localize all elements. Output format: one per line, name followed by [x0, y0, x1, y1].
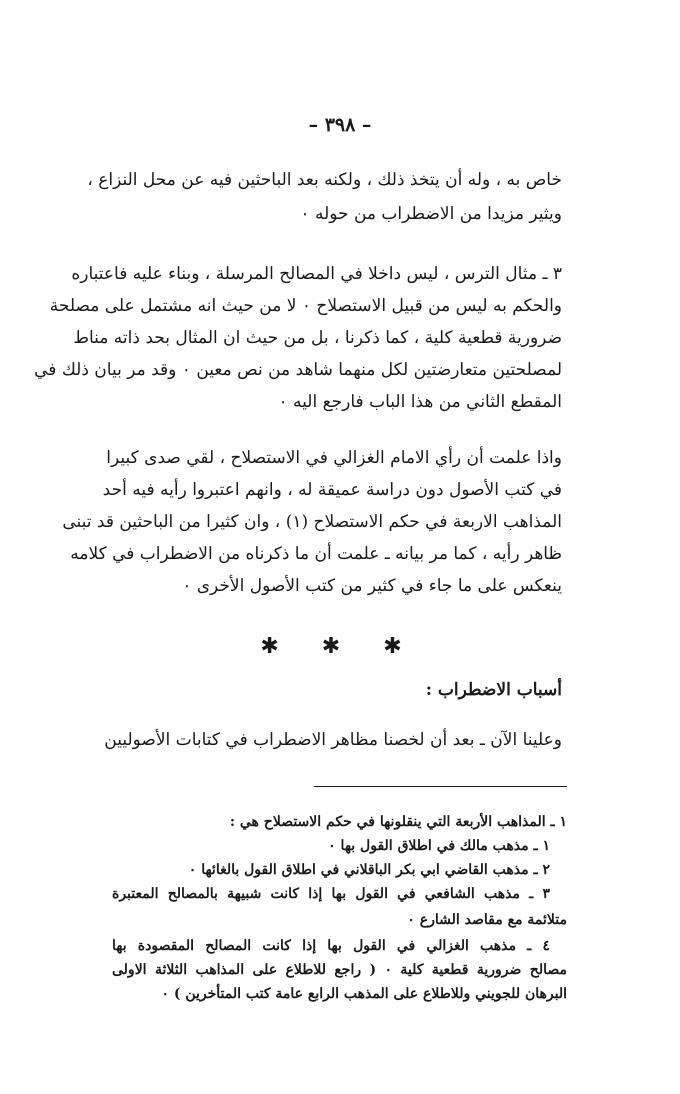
paragraph2-line-5: المقطع الثاني من هذا الباب فارجع اليه ٠ — [278, 392, 562, 412]
paragraph4-line-1: وعلينا الآن ـ بعد أن لخصنا مظاهر الاضطراب في كتابات الأصوليين — [104, 730, 562, 750]
footnote-intro: ١ ـ المذاهب الأربعة التي ينقلونها في حكم الاستصلاح هي : — [229, 814, 567, 830]
section-heading: أسباب الاضطراب : — [425, 680, 562, 700]
paragraph2-line-3: ضرورية قطعية كلية ، كما ذكرنا ، بل من حيث ان المثال بحد ذاته مناط — [73, 328, 562, 348]
footnote-item: ١ ـ مذهب مالك في اطلاق القول بها ٠ — [328, 838, 550, 854]
paragraph3-line-1: واذا علمت أن رأي الامام الغزالي في الاستصلاح ، لقي صدى كبيرا — [106, 448, 562, 468]
paragraph3-line-3: المذاهب الاربعة في حكم الاستصلاح (١) ، وان كثيرا من الباحثين قد تبنى — [62, 512, 562, 532]
footnote-item: ٢ ـ مذهب القاضي ابي بكر الباقلاني في اطلاق القول بالغائها ٠ — [188, 862, 550, 878]
paragraph3-line-2: في كتب الأصول دون دراسة عميقة له ، وانهم اعتبروا رأيه فيه أحد — [102, 480, 562, 500]
page-number: – ٣٩٨ – — [308, 114, 372, 136]
footnote-item-continuation: متلائمة مع مقاصد الشارع ٠ — [407, 912, 567, 928]
paragraph2-line-2: والحكم به ليس من قبيل الاستصلاح ٠ لا من حيث انه مشتمل على مصلحة — [49, 296, 562, 316]
footnote-divider — [314, 786, 567, 787]
footnote-item: ٤ ـ مذهب الغزالي في القول بها إذا كانت المصالح المقصودة بها — [112, 938, 550, 954]
footnote-item: ٣ ـ مذهب الشافعي في القول بها إذا كانت شبيهة بالمصالح المعتبرة — [112, 886, 550, 902]
paragraph2-line-4: لمصلحتين متعارضتين لكل منهما شاهد من نص معين ٠ وقد مر بيان ذلك في — [34, 360, 562, 380]
section-separator: ✱ ✱ ✱ — [260, 634, 420, 659]
paragraph3-line-5: ينعكس على ما جاء في كثير من كتب الأصول الأخرى ٠ — [182, 576, 562, 596]
footnote-item-continuation: مصالح ضرورية قطعية كلية ٠ ( راجع للاطلاع على المذاهب الثلاثة الاولى — [112, 962, 567, 978]
paragraph1-line-2: ويثير مزيدا من الاضطراب من حوله ٠ — [300, 204, 562, 224]
footnote-item-continuation: البرهان للجويني وللاطلاع على المذهب الرابع عامة كتب المتأخرين ) ٠ — [161, 986, 567, 1002]
paragraph3-line-4: ظاهر رأيه ، كما مر بيانه ـ علمت أن ما ذكرناه من الاضطراب في كلامه — [70, 544, 562, 564]
paragraph1-line-1: خاص به ، وله أن يتخذ ذلك ، ولكنه بعد الباحثين فيه عن محل النزاع ، — [87, 170, 562, 190]
paragraph2-line-1: ٣ ـ مثال الترس ، ليس داخلا في المصالح المرسلة ، وبناء عليه فاعتباره — [71, 264, 562, 284]
